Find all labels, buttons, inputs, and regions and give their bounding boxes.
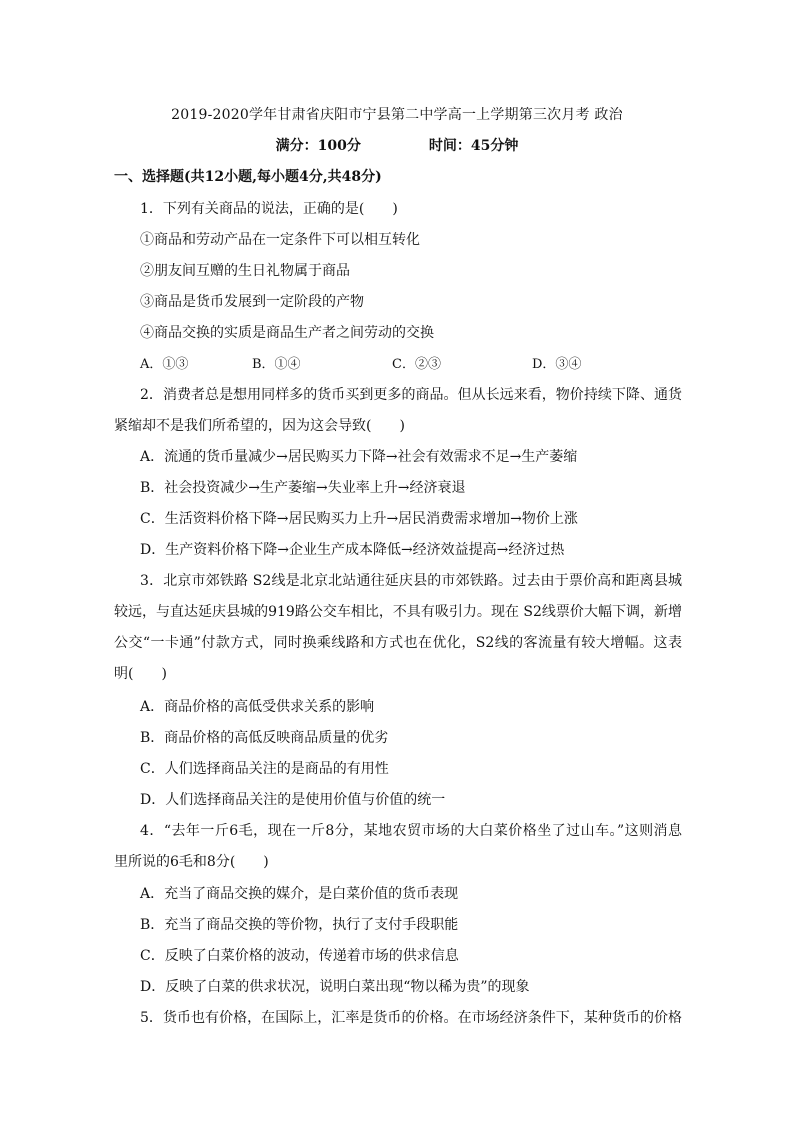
q5-stem-line-1: 5．货币也有价格，在国际上，汇率是货币的价格。在市场经济条件下，某种货币的价格 [140, 1010, 682, 1026]
q3-option-b: B．商品价格的高低反映商品质量的优劣 [140, 730, 389, 746]
q3-option-c: C．人们选择商品关注的是商品的有用性 [140, 761, 389, 777]
q1-options [140, 353, 700, 373]
q3-stem-line-4: 明( ) [114, 666, 167, 682]
q4-option-c: C．反映了白菜价格的波动，传递着市场的供求信息 [140, 948, 459, 964]
q2-option-b: B．社会投资减少→生产萎缩→失业率上升→经济衰退 [140, 480, 466, 496]
q1-item-4: ④商品交换的实质是商品生产者之间劳动的交换 [140, 325, 434, 341]
q4-option-a: A．充当了商品交换的媒介，是白菜价值的货币表现 [140, 886, 459, 902]
section-heading: 一、选择题(共12小题,每小题4分,共48分) [114, 169, 382, 185]
q2-stem-line-2: 紧缩却不是我们所希望的，因为这会导致( ) [114, 418, 405, 434]
q4-stem-line-2: 里所说的6毛和8分( ) [114, 854, 269, 870]
q3-option-d: D．人们选择商品关注的是使用价值与价值的统一 [140, 792, 446, 808]
q1-item-1: ①商品和劳动产品在一定条件下可以相互转化 [140, 232, 420, 248]
q3-stem-line-1: 3．北京市郊铁路 S2线是北京北站通往延庆县的市郊铁路。过去由于票价高和距离县城 [140, 573, 682, 589]
q3-stem-line-3: 公交“一卡通”付款方式，同时换乘线路和方式也在优化，S2线的客流量有较大增幅。这表 [114, 635, 682, 651]
q2-option-c: C．生活资料价格下降→居民购买力上升→居民消费需求增加→物价上涨 [140, 511, 578, 527]
exam-meta [0, 135, 794, 155]
exam-time: 时间：45分钟 [428, 138, 519, 154]
q1-option-a: A．①③ [140, 357, 189, 372]
q3-stem-line-2: 较远，与直达延庆县城的919路公交车相比，不具有吸引力。现在 S2线票价大幅下调，新增 [114, 604, 682, 620]
full-score: 满分：100分 [275, 138, 361, 154]
q4-option-b: B．充当了商品交换的等价物，执行了支付手段职能 [140, 917, 459, 933]
q4-stem-line-1: 4．“去年一斤6毛，现在一斤8分，某地农贸市场的大白菜价格坐了过山车。”这则消息 [140, 823, 682, 839]
q1-option-d: D．③④ [532, 357, 582, 372]
q2-stem-line-1: 2．消费者总是想用同样多的货币买到更多的商品。但从长远来看，物价持续下降、通货 [140, 387, 682, 403]
q1-option-c: C．②③ [392, 357, 441, 372]
q1-stem: 1．下列有关商品的说法，正确的是( ) [140, 201, 398, 217]
exam-title: 2019-2020学年甘肃省庆阳市宁县第二中学高一上学期第三次月考 政治 [171, 107, 623, 123]
q2-option-a: A．流通的货币量减少→居民购买力下降→社会有效需求不足→生产萎缩 [140, 449, 578, 465]
q4-option-d: D．反映了白菜的供求状况，说明白菜出现“物以稀为贵”的现象 [140, 979, 530, 995]
q2-option-d: D．生产资料价格下降→企业生产成本降低→经济效益提高→经济过热 [140, 542, 565, 558]
q1-item-2: ②朋友间互赠的生日礼物属于商品 [140, 263, 350, 279]
q1-option-b: B．①④ [252, 357, 301, 372]
q1-item-3: ③商品是货币发展到一定阶段的产物 [140, 294, 364, 310]
q3-option-a: A．商品价格的高低受供求关系的影响 [140, 699, 375, 715]
